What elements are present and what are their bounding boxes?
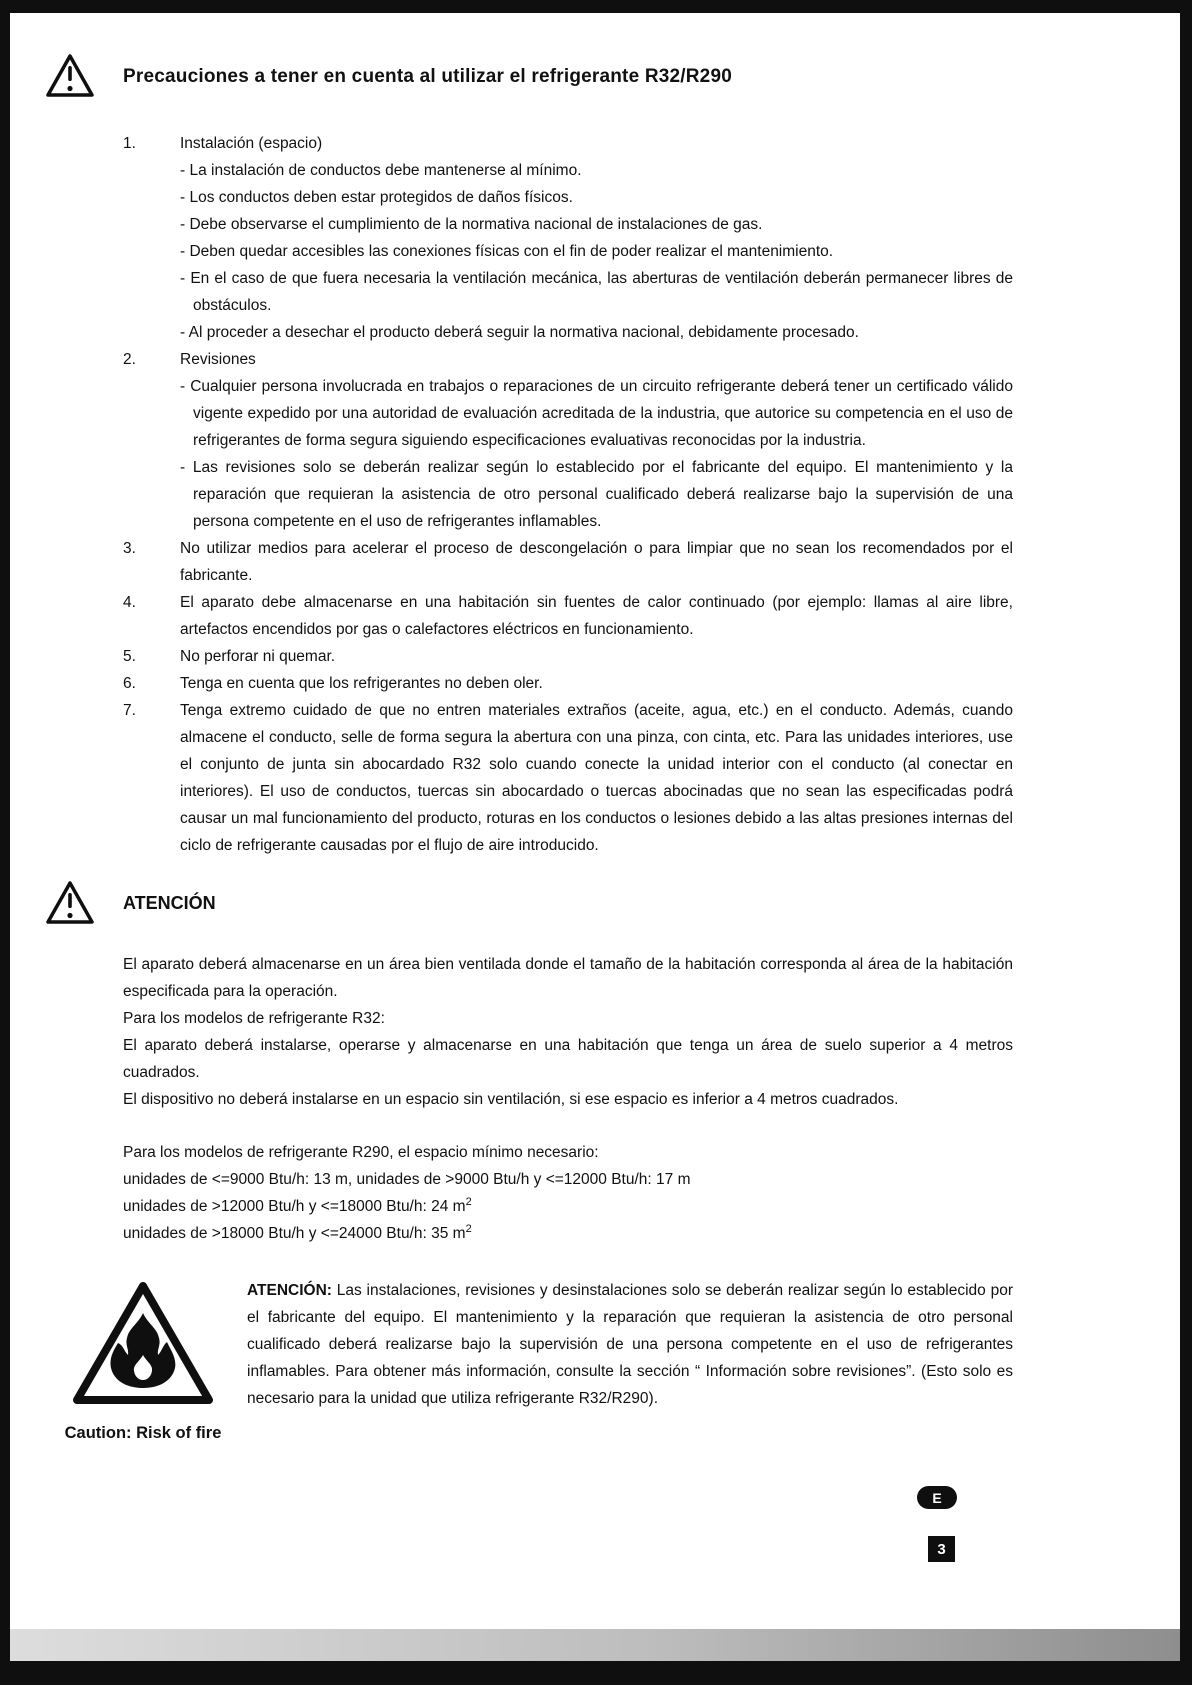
r290-line — [123, 1166, 1013, 1193]
item-subline: - Deben quedar accesibles las conexiones físicas con el fin de poder realizar el mantenimiento. — [180, 243, 834, 260]
item-number: 7. — [123, 702, 136, 719]
fire-caution-label: ATENCIÓN: — [247, 1282, 332, 1299]
r290-intro: Para los modelos de refrigerante R290, el espacio mínimo necesario: — [123, 1144, 599, 1161]
item-subline: - En el caso de que fuera necesaria la ventilación mecánica, las aberturas de ventilación deberán permanecer libres de obstáculos. — [180, 270, 1013, 314]
r290-line-sup: 2 — [465, 1195, 472, 1208]
precautions-list — [123, 130, 1013, 859]
page-title: Precauciones a tener en cuenta al utilizar el refrigerante R32/R290 — [123, 65, 732, 87]
r290-line-sup: 2 — [465, 1222, 472, 1235]
item-body — [180, 130, 1013, 346]
precaution-item-1 — [123, 130, 1013, 346]
r290-line-text: unidades de >18000 Btu/h y <=24000 Btu/h: 35 m — [123, 1225, 466, 1242]
r290-line — [123, 1193, 1013, 1220]
precaution-item-2 — [123, 346, 1013, 535]
page-border-left — [0, 0, 10, 1685]
item-subline: - Los conductos deben estar protegidos de daños físicos. — [180, 189, 573, 206]
attention-paragraphs — [123, 951, 1013, 1113]
attention-heading: ATENCIÓN — [123, 892, 216, 913]
attention-paragraph: El aparato deberá instalarse, operarse y almacenarse en una habitación que tenga un área de suelo superior a 4 metros cuadrados. — [123, 1037, 1013, 1081]
page-border-bottom — [0, 1661, 1192, 1685]
attention-paragraph: Para los modelos de refrigerante R32: — [123, 1010, 385, 1027]
r290-line — [123, 1220, 1013, 1247]
language-badge — [917, 1486, 957, 1509]
fire-caution-left — [55, 1277, 231, 1447]
page-content — [64, 52, 1013, 1447]
item-subline: - Cualquier persona involucrada en trabajos o reparaciones de un circuito refrigerante deberá tener un certificado válido vigente expedido por una autoridad de evaluación acreditada de la industria, que autorice su competencia en el uso de refrigerantes de forma segura siguiendo especificaciones evaluativas reconocidas por la industria. — [180, 378, 1013, 449]
item-subline: - La instalación de conductos debe mantenerse al mínimo. — [180, 162, 582, 179]
item-subline: - Debe observarse el cumplimiento de la normativa nacional de instalaciones de gas. — [180, 216, 763, 233]
item-text: No perforar ni quemar. — [180, 648, 336, 665]
item-number: 5. — [123, 648, 136, 665]
footer-gray-bar — [10, 1629, 1180, 1661]
precaution-item-3 — [123, 535, 1013, 589]
item-text: No utilizar medios para acelerar el proceso de descongelación o para limpiar que no sean los recomendados por el fabricante. — [180, 540, 1013, 584]
paragraph-gap — [123, 1113, 1013, 1139]
attention-triangle-icon — [45, 880, 95, 934]
title-section-header — [123, 52, 1013, 100]
item-body — [180, 346, 1013, 535]
item-text: El aparato debe almacenarse en una habitación sin fuentes de calor continuado (por ejemplo: llamas al aire libre, artefactos encendidos por gas o calefactores eléctricos en funcionamiento. — [180, 594, 1013, 638]
item-number: 2. — [123, 351, 136, 368]
page-border-right — [1180, 0, 1192, 1685]
item-text: Tenga en cuenta que los refrigerantes no deben oler. — [180, 675, 543, 692]
fire-hazard-icon — [68, 1396, 218, 1413]
item-text: Instalación (espacio) — [180, 135, 323, 152]
item-number: 3. — [123, 540, 136, 557]
precaution-item-7 — [123, 697, 1013, 859]
r290-line-text: unidades de >12000 Btu/h y <=18000 Btu/h: 24 m — [123, 1198, 466, 1215]
precaution-item-4 — [123, 589, 1013, 643]
item-number: 4. — [123, 594, 136, 611]
page-number: 3 — [928, 1536, 955, 1562]
warning-triangle-icon — [45, 53, 95, 107]
item-subline: - Al proceder a desechar el producto deberá seguir la normativa nacional, debidamente procesado. — [180, 324, 859, 341]
attention-section-header — [123, 879, 1013, 927]
item-number: 1. — [123, 135, 136, 152]
language-badge-letter: E — [932, 1489, 942, 1506]
r290-space-requirements — [123, 1139, 1013, 1247]
item-text: Tenga extremo cuidado de que no entren materiales extraños (aceite, agua, etc.) en el conducto. Además, cuando almacene el conducto, selle de forma segura la abertura con una pinza, con cinta, etc. Para las unidades interiores, use el conjunto de junta sin abocardado R32 solo cuando conecte la unidad interior con el conducto (al conectar en interiores). El uso de conductos, tuercas sin abocardado o tuercas abocinadas que no sean las especificadas podrá causar un mal funcionamiento del producto, roturas en los conductos o lesiones debido a las altas presiones internas del ciclo de refrigerante causadas por el flujo de aire introducido. — [180, 702, 1013, 854]
item-text: Revisiones — [180, 351, 256, 368]
attention-paragraph: El aparato deberá almacenarse en un área bien ventilada donde el tamaño de la habitación corresponda al área de la habitación especificada para la operación. — [123, 956, 1013, 1000]
item-number: 6. — [123, 675, 136, 692]
fire-caution-body: Las instalaciones, revisiones y desinstalaciones solo se deberán realizar según lo establecido por el fabricante del equipo. El mantenimiento y la reparación que requieran la asistencia de otro personal cualificado deberá realizarse bajo la supervisión de una persona competente en el uso de refrigerantes inflamables. Para obtener más información, consulte la sección “ Información sobre revisiones”. (Esto solo es necesario para la unidad que utiliza refrigerante R32/R290). — [247, 1282, 1013, 1407]
r290-line-text: unidades de <=9000 Btu/h: 13 m, unidades de >9000 Btu/h y <=12000 Btu/h: 17 m — [123, 1171, 691, 1188]
fire-caution-block — [55, 1277, 1013, 1447]
item-subline: - Las revisiones solo se deberán realizar según lo establecido por el fabricante del equipo. El mantenimiento y la reparación que requieran la asistencia de otro personal cualificado deberá realizarse bajo la supervisión de una persona competente en el uso de refrigerantes inflamables. — [180, 459, 1013, 530]
fire-caution-caption: Caution: Risk of fire — [64, 1424, 222, 1442]
fire-caution-text — [231, 1277, 1013, 1447]
page-border-top — [0, 0, 1192, 13]
precaution-item-6 — [123, 670, 1013, 697]
precaution-item-5 — [123, 643, 1013, 670]
attention-paragraph: El dispositivo no deberá instalarse en un espacio sin ventilación, si ese espacio es inferior a 4 metros cuadrados. — [123, 1091, 899, 1108]
